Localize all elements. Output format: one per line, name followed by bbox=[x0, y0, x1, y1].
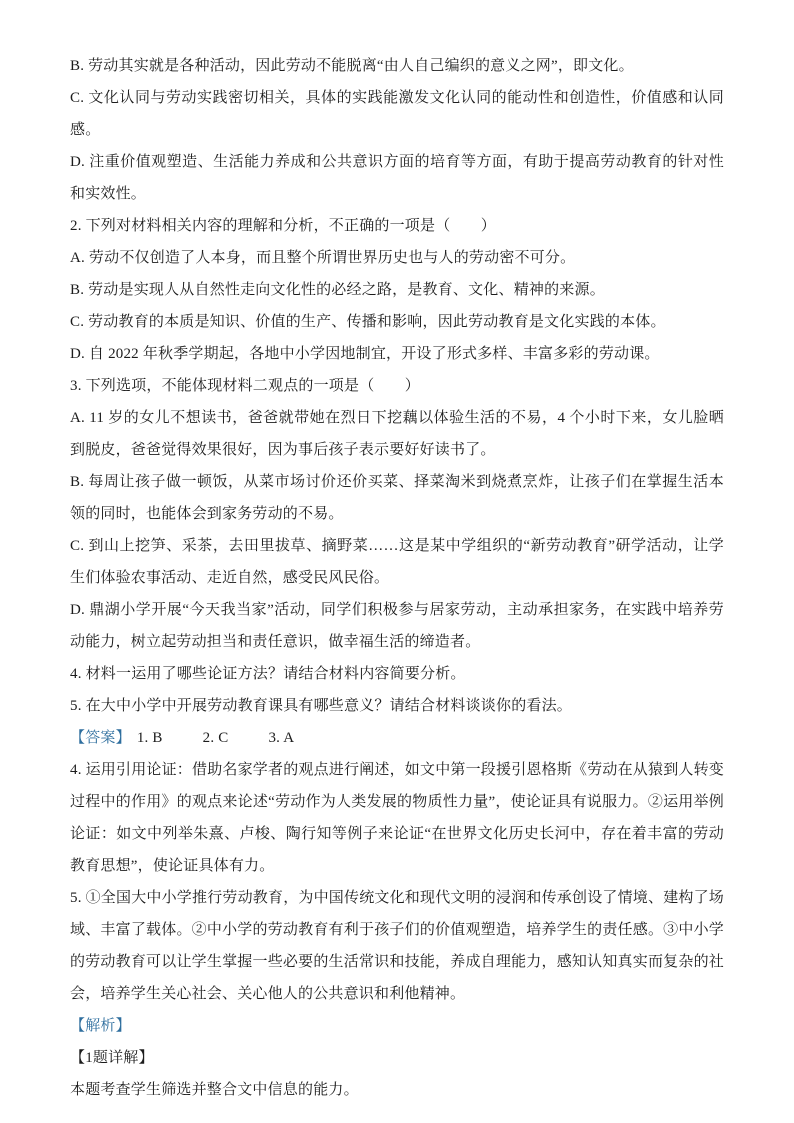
question-4: 4. 材料一运用了哪些论证方法？请结合材料内容简要分析。 bbox=[70, 666, 466, 682]
q3-option-a: A. 11 岁的女儿不想读书，爸爸就带她在烈日下挖藕以体验生活的不易，4 个小时下来，女儿脸晒到脱皮，爸爸觉得效果很好，因为事后孩子表示要好好读书了。 bbox=[70, 410, 724, 458]
question-3: 3. 下列选项，不能体现材料二观点的一项是（ ） bbox=[70, 378, 421, 394]
answer-item-1: 1. B bbox=[136, 730, 163, 746]
q2-option-a: A. 劳动不仅创造了人本身，而且整个所谓世界历史也与人的劳动密不可分。 bbox=[70, 250, 576, 266]
analysis-marker: 【解析】 bbox=[70, 1018, 131, 1034]
question-2: 2. 下列对材料相关内容的理解和分析，不正确的一项是（ ） bbox=[70, 218, 497, 234]
q1-option-d: D. 注重价值观塑造、生活能力养成和公共意识方面的培育等方面，有助于提高劳动教育的针对性和实效性。 bbox=[70, 154, 724, 202]
q3-option-d: D. 鼎湖小学开展“今天我当家”活动，同学们积极参与居家劳动，主动承担家务，在实践中培养劳动能力，树立起劳动担当和责任意识，做幸福生活的缔造者。 bbox=[70, 602, 724, 650]
q2-option-d: D. 自 2022 年秋季学期起，各地中小学因地制宜，开设了形式多样、丰富多彩的劳动课。 bbox=[70, 346, 660, 362]
answer-explanation-q4: 4. 运用引用论证：借助名家学者的观点进行阐述，如文中第一段援引恩格斯《劳动在从猿到人转变过程中的作用》的观点来论述“劳动作为人类发展的物质性力量”，使论证具有说服力。②运用举例论证：如文中列举朱熹、卢梭、陶行知等例子来论证“在世界文化历史长河中，存在着丰富的劳动教育思想”，使论证具体有力。 bbox=[70, 762, 725, 874]
answer-item-2: 2. C bbox=[202, 730, 229, 746]
q3-option-c: C. 到山上挖笋、采茶，去田里拔草、摘野菜……这是某中学组织的“新劳动教育”研学活动，让学生们体验农事活动、走近自然，感受民风民俗。 bbox=[70, 538, 724, 586]
question-5: 5. 在大中小学中开展劳动教育课具有哪些意义？请结合材料谈谈你的看法。 bbox=[70, 698, 573, 714]
analysis-marker-line bbox=[70, 1010, 724, 1042]
detail-text-q1: 本题考查学生筛选并整合文中信息的能力。 bbox=[70, 1082, 359, 1098]
answer-line bbox=[70, 722, 724, 754]
q3-option-b: B. 每周让孩子做一顿饭，从菜市场讨价还价买菜、择菜淘米到烧煮烹炸，让孩子们在掌握生活本领的同时，也能体会到家务劳动的不易。 bbox=[70, 474, 724, 522]
q1-option-b: B. 劳动其实就是各种活动，因此劳动不能脱离“由人自己编织的意义之网”，即文化。 bbox=[70, 58, 634, 74]
q1-option-c: C. 文化认同与劳动实践密切相关，具体的实践能激发文化认同的能动性和创造性，价值感和认同感。 bbox=[70, 90, 724, 138]
q2-option-b: B. 劳动是实现人从自然性走向文化性的必经之路，是教育、文化、精神的来源。 bbox=[70, 282, 605, 298]
detail-label-q1: 【1题详解】 bbox=[70, 1050, 154, 1066]
q2-option-c: C. 劳动教育的本质是知识、价值的生产、传播和影响，因此劳动教育是文化实践的本体。 bbox=[70, 314, 666, 330]
answer-item-3: 3. A bbox=[268, 730, 295, 746]
answer-marker: 【答案】 bbox=[70, 730, 131, 746]
answer-explanation-q5: 5. ①全国大中小学推行劳动教育，为中国传统文化和现代文明的浸润和传承创设了情境、建构了场域、丰富了载体。②中小学的劳动教育有利于孩子们的价值观塑造，培养学生的责任感。③中小学的劳动教育可以让学生掌握一些必要的生活常识和技能，养成自理能力，感知认知真实而复杂的社会，培养学生关心社会、关心他人的公共意识和利他精神。 bbox=[70, 890, 725, 1002]
